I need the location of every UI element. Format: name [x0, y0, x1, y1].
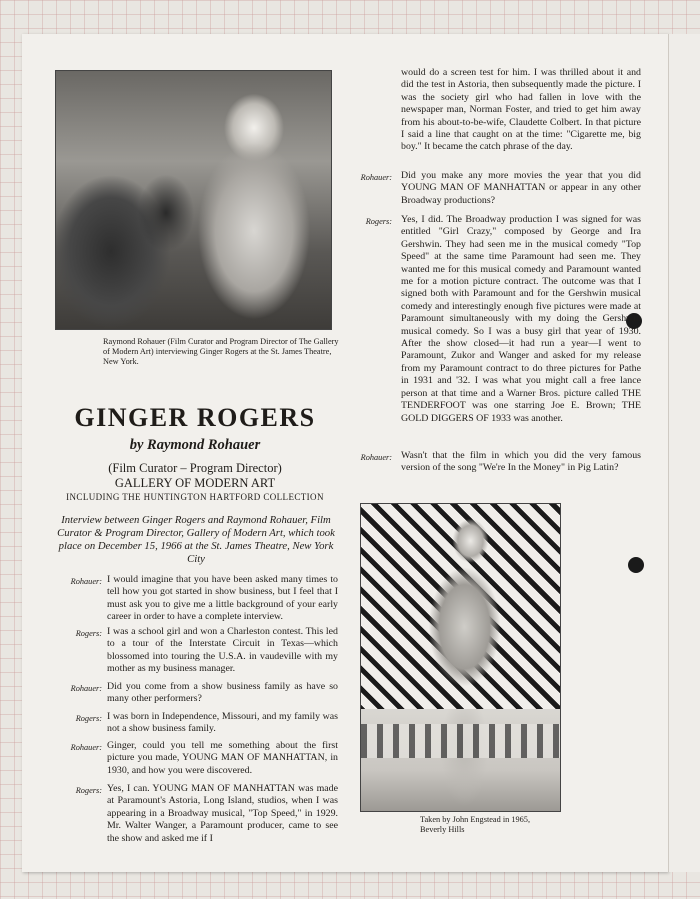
- speaker-label: Rogers:: [75, 629, 102, 638]
- interview-photo: [55, 70, 332, 330]
- photo-caption-interview: Raymond Rohauer (Film Curator and Program Director of The Gallery of Modern Art) interviewing Ginger Rogers at the St. James Theatre, New York.: [103, 337, 339, 366]
- gallery-name: GALLERY OF MODERN ART: [114, 476, 276, 490]
- speaker-label: Rohauer:: [70, 684, 102, 693]
- answer-text: I was a school girl and won a Charleston contest. This led to a tour of the Interstate Circuit in Texas—which blossomed into touring the U.S.A. in vaudeville with my mother as my business manager.: [107, 626, 338, 675]
- speaker-label: Rogers:: [75, 786, 102, 795]
- article-byline: by Raymond Rohauer: [129, 437, 261, 453]
- speaker-label: Rohauer:: [70, 743, 102, 752]
- question-text: Wasn't that the film in which you did the very famous version of the song "We're In the Money" in Pig Latin?: [401, 450, 641, 474]
- tennis-portrait-photo: [360, 503, 561, 812]
- speaker-label: Rohauer:: [70, 577, 102, 586]
- answer-text: Ginger, could you tell me something about the first picture you made, YOUNG MAN OF MANHATTAN, in 1930, and how you were discovered.: [107, 740, 338, 776]
- answer-text: I would imagine that you have been asked many times to tell how you got started in show business, but I feel that I must ask you to give me a little background of your early career in order to have a complete interview.: [107, 574, 338, 623]
- article-intro: Interview between Ginger Rogers and Raymond Rohauer, Film Curator & Program Director, Gallery of Modern Art, which took place on December 15, 1966 at the St. James Theatre, New York City: [57, 514, 335, 565]
- speaker-label: Rogers:: [365, 217, 392, 226]
- speaker-label: Rohauer:: [360, 173, 392, 182]
- author-role: (Film Curator – Program Director): [108, 461, 282, 475]
- collection-line: INCLUDING THE HUNTINGTON HARTFORD COLLECTION: [66, 492, 324, 502]
- answer-text: Did you come from a show business family as have so many other performers?: [107, 681, 338, 705]
- photo-railing: [361, 724, 560, 758]
- answer-text: I was born in Independence, Missouri, and my family was not a show business family.: [107, 711, 338, 735]
- answer-text: Yes, I can. YOUNG MAN OF MANHATTAN was made at Paramount's Astoria, Long Island, studios, when I was appearing in a Broadway musical, "Top Speed," in 1929. Mr. Walter Wanger, a Paramount producer, came to see the show and asked me if I: [107, 783, 338, 844]
- question-text: Did you make any more movies the year that you did YOUNG MAN OF MANHATTAN or appear in any other Broadway productions?: [401, 170, 641, 206]
- photo-caption-portrait: Taken by John Engstead in 1965, Beverly Hills: [420, 815, 531, 834]
- binder-hole-bottom: [628, 557, 644, 573]
- speaker-label: Rogers:: [75, 714, 102, 723]
- answer-text: Yes, I did. The Broadway production I was signed for was entitled "Girl Crazy," composed by George and Ira Gershwin. They had seen me in the musical comedy "Top Speed" at the same time Paramount had seen me. They wanted me for this musical comedy and Paramount wanted me for a motion picture contract. The outcome was that I signed both with Paramount and for the Gershwin musical comedy and interestingly enough five pictures were made at Paramount simultaneously with my doing the Gershwin musical comedy. So I was a busy girl that year of 1930. After the show closed—it had run a year—I went to Paramount, Zukor and Wanger and asked for my release from my Paramount contract to do three pictures for Pathe in 1931 and '32. I was what you might call a free lance person at that time and a Warner Bros. picture called THE TENDERFOOT was one starring Joe E. Brown; THE GOLD DIGGERS OF 1933 was another.: [401, 214, 641, 424]
- continued-answer-text: would do a screen test for him. I was thrilled about it and did the test in Astoria, then subsequently made the picture. I was the society girl who had fallen in love with the newspaper man, Norman Foster, and tried to get him away from his about-to-be-wife, Claudette Colbert. In that picture I said a line that caught on at the time: "Cigarette me, big boy." It became the catch phrase of the day.: [401, 67, 641, 153]
- article-title: GINGER ROGERS: [74, 403, 316, 432]
- speaker-label: Rohauer:: [360, 453, 392, 462]
- next-page-edge: [668, 34, 700, 872]
